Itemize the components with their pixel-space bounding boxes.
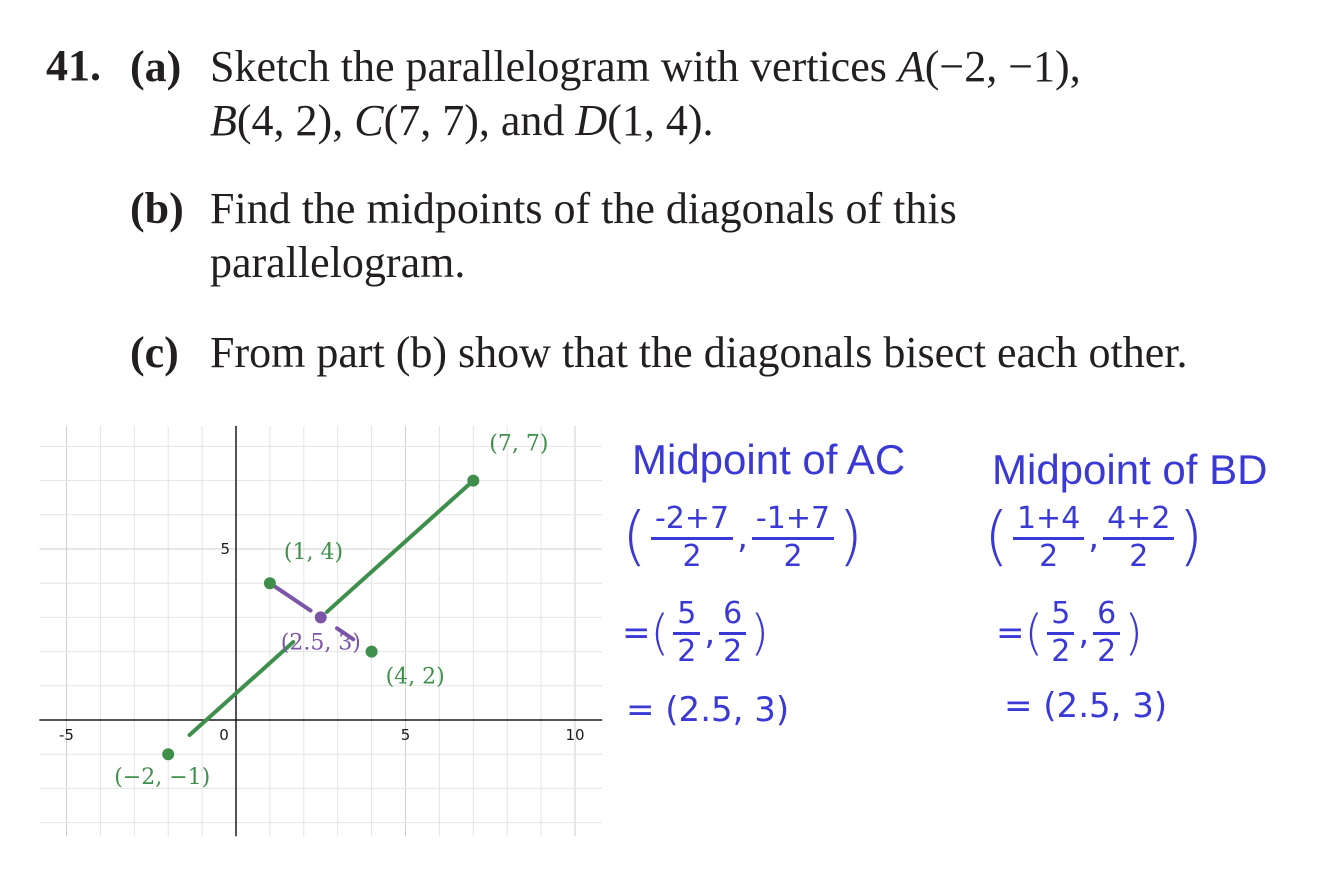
lparen: (	[622, 500, 647, 574]
diagonal-ac-segment	[327, 481, 473, 612]
x-tick-label: 5	[400, 726, 411, 744]
vertex-d-coords: (1, 4).	[607, 96, 714, 145]
frac-den: 2	[1097, 634, 1117, 669]
comma: ,	[704, 612, 716, 653]
x-tick-label: 10	[565, 726, 585, 744]
frac-den: 2	[1129, 538, 1149, 574]
graph-point	[366, 646, 378, 658]
rparen: )	[1124, 604, 1143, 661]
part-c-label: (c)	[130, 328, 179, 377]
frac-num: 4+2	[1103, 501, 1174, 540]
coordinate-graph	[0, 415, 610, 845]
part-b	[130, 182, 1230, 302]
frac-bd-sx	[1047, 596, 1074, 669]
frac-den: 2	[723, 634, 743, 669]
x-tick-label: -5	[59, 726, 74, 744]
frac-num: -2+7	[651, 501, 733, 540]
vertex-d: D	[575, 96, 608, 145]
midpoint-bd-simplified	[996, 596, 1143, 669]
equals: =	[622, 612, 651, 653]
lparen: (	[650, 604, 670, 661]
part-c	[130, 326, 1280, 386]
part-b-text	[210, 182, 957, 290]
midpoint-bd-title: Midpoint of BD	[992, 446, 1268, 493]
frac-num: 6	[719, 596, 746, 635]
equals: =	[996, 612, 1025, 653]
frac-bd-sy	[1093, 596, 1120, 669]
lparen: (	[984, 500, 1009, 574]
frac-den: 2	[783, 538, 803, 574]
vertex-a: A	[897, 42, 925, 91]
rparen: )	[1178, 500, 1204, 574]
midpoint-ac-title: Midpoint of AC	[632, 436, 906, 483]
graph-point	[315, 611, 327, 623]
part-c-line1: From part (b) show that the diagonals bisect each other.	[210, 328, 1188, 377]
part-a-label: (a)	[130, 42, 182, 91]
point-label: (7, 7)	[489, 431, 549, 457]
midpoint-ac-result: = (2.5, 3)	[626, 690, 790, 730]
vertex-c: C	[354, 96, 384, 145]
vertex-b: B	[210, 96, 237, 145]
vertex-b-coords: (4, 2),	[236, 96, 355, 145]
vertex-c-coords: (7, 7), and	[383, 96, 576, 145]
midpoint-bd-formula	[984, 500, 1203, 574]
frac-num: 1+4	[1013, 501, 1084, 540]
frac-num: 6	[1093, 596, 1120, 635]
frac-den: 2	[1039, 538, 1059, 574]
graph-point	[264, 577, 276, 589]
midpoint-ac-formula	[622, 500, 863, 574]
vertex-a-coords: (−2, −1),	[924, 42, 1081, 91]
frac-num: 5	[1047, 596, 1074, 635]
frac-ac-sx	[673, 596, 700, 669]
point-label: (4, 2)	[385, 664, 445, 690]
diagonal-bd-segment	[270, 583, 311, 610]
frac-ac-x	[651, 501, 733, 574]
graph-marks	[114, 432, 548, 791]
frac-bd-y	[1103, 501, 1174, 574]
rparen: )	[838, 500, 864, 574]
part-a-line1: Sketch the parallelogram with vertices	[210, 42, 898, 91]
frac-den: 2	[1051, 634, 1071, 669]
x-tick-label: 0	[219, 726, 229, 744]
graph-point	[467, 475, 479, 487]
problem-number: 41.	[46, 41, 101, 90]
frac-ac-sy	[719, 596, 746, 669]
diagonal-ac-segment	[190, 642, 294, 735]
comma: ,	[1078, 612, 1090, 653]
part-a-text	[210, 40, 1081, 148]
comma: ,	[1088, 517, 1100, 557]
frac-den: 2	[682, 538, 702, 574]
part-a	[130, 40, 1230, 160]
point-label: (2.5, 3)	[280, 630, 361, 656]
point-label: (1, 4)	[283, 540, 344, 566]
frac-bd-x	[1013, 501, 1084, 574]
comma: ,	[737, 517, 748, 557]
frac-num: 5	[673, 596, 700, 635]
rparen: )	[750, 604, 769, 661]
frac-den: 2	[677, 634, 697, 669]
frac-num: -1+7	[752, 501, 834, 540]
frac-ac-y	[752, 501, 834, 574]
part-b-label: (b)	[130, 184, 184, 233]
graph-point	[162, 748, 174, 760]
point-label: (−2, −1)	[114, 765, 211, 791]
lparen: (	[1024, 604, 1044, 661]
midpoint-bd-result: = (2.5, 3)	[1004, 686, 1168, 726]
part-b-line1: Find the midpoints of the diagonals of this	[210, 184, 957, 233]
midpoint-ac-simplified	[622, 596, 769, 669]
y-tick-label: 5	[220, 540, 230, 558]
part-c-text	[210, 326, 1188, 380]
part-b-line2: parallelogram.	[210, 238, 466, 287]
